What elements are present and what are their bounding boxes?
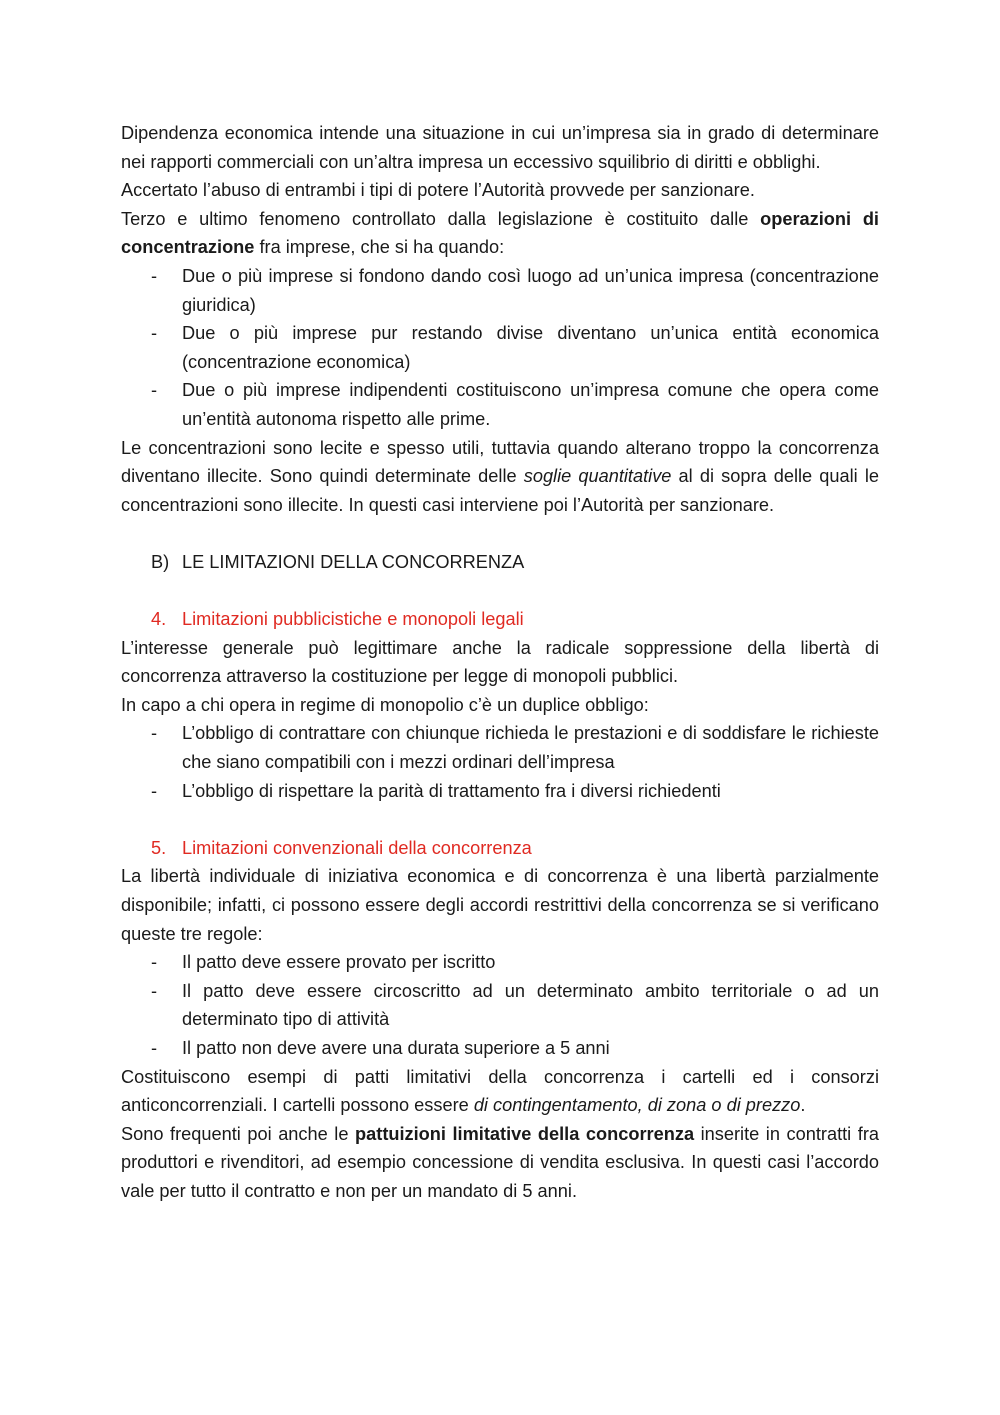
list-item xyxy=(121,719,879,776)
list-item-text: Il patto non deve avere una durata superiore a 5 anni xyxy=(182,1038,610,1058)
document-body xyxy=(121,119,879,1206)
heading-number: 5. xyxy=(151,837,167,858)
heading-4 xyxy=(121,605,879,634)
list-item xyxy=(121,319,879,376)
text-span: Costituiscono esempi di patti limitativi della concorrenza i cartelli ed i consorzi anticoncorrenziali. I cartelli possono essere xyxy=(121,1066,879,1116)
text-span: Sono frequenti poi anche le xyxy=(121,1123,356,1144)
bold-term-pattuizioni: pattuizioni limitative della concorrenza xyxy=(355,1123,695,1144)
heading-title: Limitazioni pubblicistiche e monopoli legali xyxy=(182,609,524,630)
list-item-text: Due o più imprese indipendenti costituiscono un’impresa comune che opera come un’entità autonoma rispetto alle prime. xyxy=(182,380,879,429)
paragraph-interesse-generale: L’interesse generale può legittimare anche la radicale soppressione della libertà di concorrenza attraverso la costituzione per legge di monopoli pubblici. xyxy=(121,637,879,687)
list-item-text: Due o più imprese pur restando divise diventano un’unica entità economica (concentrazione economica) xyxy=(182,323,879,372)
heading-5 xyxy=(121,834,879,863)
list-item xyxy=(121,777,879,806)
list-item xyxy=(121,948,879,977)
paragraph-dipendenza-economica: Dipendenza economica intende una situazione in cui un’impresa sia in grado di determinare nei rapporti commerciali con un’altra impresa un eccessivo squilibrio di diritti e obblighi. xyxy=(121,123,879,172)
list-item-text: L’obbligo di contrattare con chiunque richieda le prestazioni e di soddisfare le richieste che siano compatibili con i mezzi ordinari dell’impresa xyxy=(182,723,879,773)
italic-term-soglie: soglie quantitative xyxy=(523,466,672,487)
list-obblighi xyxy=(121,719,879,805)
paragraph-concentrazioni-lecite xyxy=(121,434,879,520)
list-item-text: Il patto deve essere provato per iscritto xyxy=(182,952,496,973)
bullet-dash: - xyxy=(151,265,158,286)
text-span: Terzo e ultimo fenomeno controllato dalla legislazione è costituito dalle xyxy=(121,208,761,229)
text-span: Le concentrazioni sono lecite e spesso utili, tuttavia quando alterano troppo la concorrenza diventano illecite. Sono quindi determinate delle xyxy=(121,437,879,487)
section-title: LE LIMITAZIONI DELLA CONCORRENZA xyxy=(182,551,525,572)
bullet-dash: - xyxy=(151,980,158,1001)
text-span: . xyxy=(800,1095,806,1116)
bullet-dash: - xyxy=(151,952,158,973)
section-heading-b xyxy=(121,548,879,577)
paragraph-concentrazione-intro xyxy=(121,205,879,262)
list-item xyxy=(121,262,879,319)
list-item-text: Due o più imprese si fondono dando così luogo ad un’unica impresa (concentrazione giuridica) xyxy=(182,265,879,315)
paragraph-cartelli xyxy=(121,1063,879,1120)
bullet-dash: - xyxy=(151,380,158,401)
list-concentration-types xyxy=(121,262,879,434)
paragraph-liberta-individuale: La libertà individuale di iniziativa economica e di concorrenza è una libertà parzialmente disponibile; infatti, ci possono essere degli accordi restrittivi della concorrenza se si verificano queste tre regole: xyxy=(121,866,879,944)
list-item xyxy=(121,977,879,1034)
paragraph-duplice-obbligo: In capo a chi opera in regime di monopolio c’è un duplice obbligo: xyxy=(121,694,649,715)
section-letter: B) xyxy=(151,551,170,572)
bold-term-operazioni-concentrazione: operazioni di concentrazione xyxy=(121,208,879,258)
spacer xyxy=(121,577,879,606)
paragraph-pattuizioni xyxy=(121,1120,879,1206)
text-span: al di sopra delle quali le concentrazioni sono illecite. In questi casi interviene poi l’Autorità per sanzionare. xyxy=(121,466,880,515)
bullet-dash: - xyxy=(151,723,158,744)
text-span: fra imprese, che si ha quando: xyxy=(254,237,505,258)
text-span: inserite in contratti fra produttori e rivenditori, ad esempio concessione di vendita esclusiva. In questi casi l’accordo vale per tutto il contratto e non per un mandato di 5 anni. xyxy=(121,1123,879,1201)
heading-number: 4. xyxy=(151,609,167,630)
spacer xyxy=(121,519,879,548)
list-item-text: L’obbligo di rispettare la parità di trattamento fra i diversi richiedenti xyxy=(182,780,721,801)
list-item-text: Il patto deve essere circoscritto ad un determinato ambito territoriale o ad un determinato tipo di attività xyxy=(182,980,879,1030)
bullet-dash: - xyxy=(151,323,158,344)
spacer xyxy=(121,805,879,834)
italic-term-cartelli-types: di contingentamento, di zona o di prezzo xyxy=(473,1095,801,1116)
paragraph-abuso-sanzione: Accertato l’abuso di entrambi i tipi di potere l’Autorità provvede per sanzionare. xyxy=(121,180,755,201)
heading-title: Limitazioni convenzionali della concorrenza xyxy=(182,837,532,858)
list-regole-patto xyxy=(121,948,879,1062)
bullet-dash: - xyxy=(151,780,158,801)
list-item xyxy=(121,1034,879,1063)
bullet-dash: - xyxy=(151,1038,158,1058)
list-item xyxy=(121,376,879,433)
